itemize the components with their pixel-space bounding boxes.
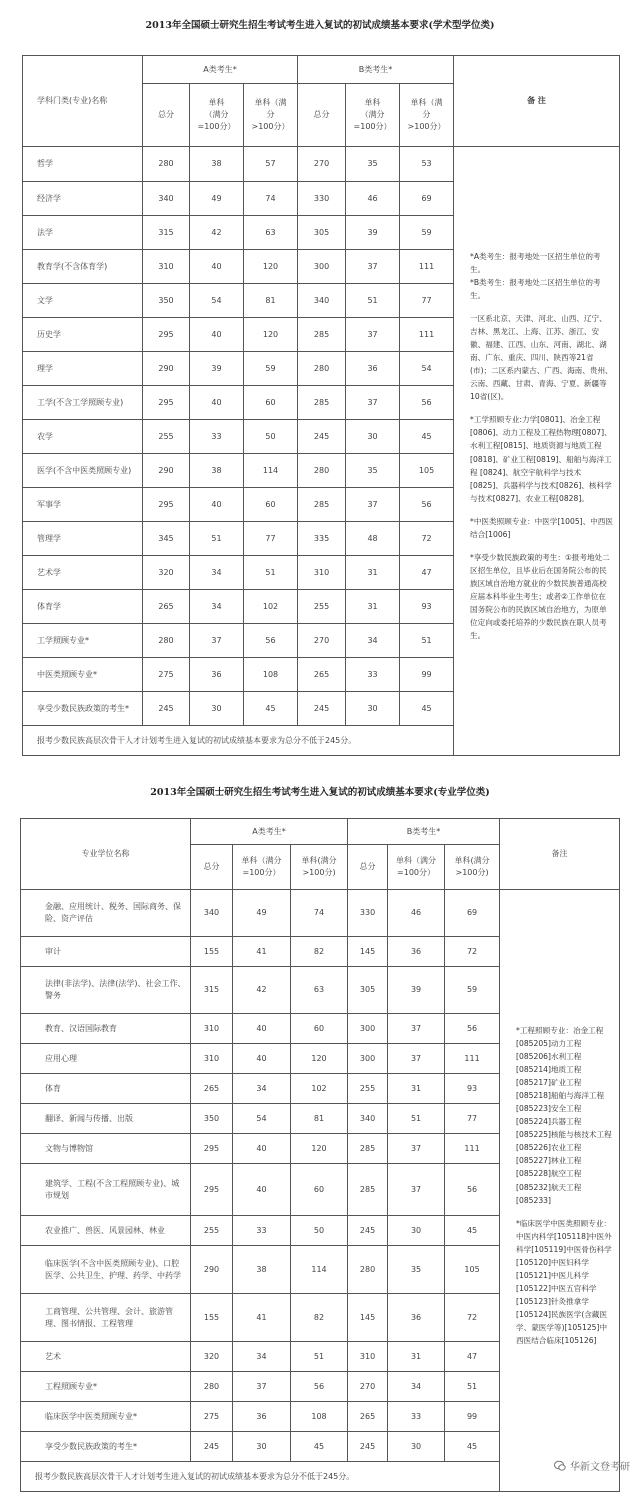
remark-note: 一区系北京、天津、河北、山西、辽宁、吉林、黑龙江、上海、江苏、浙江、安徽、福建、江西、山东、河南、湖北、湖南、广东、重庆、四川、陕西等21省(市)；二区系内蒙古、广西、海南、贵州、云南、西藏、甘肃、青海、宁夏、新疆等10省(区)。 bbox=[470, 314, 613, 402]
academic-score-table bbox=[22, 55, 620, 756]
remark-note: *享受少数民族政策的考生：①报考地处二区招生单位，且毕业后在国务院公布的民族区域自治地方就业的少数民族普通高校应届本科毕业生考生；或者②工作单位在国务院公布的民族区域自治地方，为原单位定向或委托培养的少数民族在职人员考生。 bbox=[470, 552, 610, 641]
row-subject-name: 体育 bbox=[21, 1074, 191, 1104]
score-a-single-gt100: 81 bbox=[291, 1104, 348, 1134]
score-a-single-gt100: 50 bbox=[244, 420, 298, 454]
row-subject-name: 法学 bbox=[23, 216, 143, 250]
score-b-single100: 37 bbox=[388, 1044, 445, 1074]
row-subject-name: 翻译、新闻与传播、出版 bbox=[21, 1104, 191, 1134]
row-subject-name: 教育学(不含体育学) bbox=[23, 250, 143, 284]
remark-note: *A类考生：报考地处一区招生单位的考生。 *B类考生：报考地处二区招生单位的考生。 bbox=[470, 251, 601, 300]
score-b-single-gt100: 93 bbox=[445, 1074, 500, 1104]
score-a-single-gt100: 114 bbox=[244, 454, 298, 488]
score-b-single100: 37 bbox=[346, 386, 400, 420]
header-b-single100: 单科（满分 =100分） bbox=[388, 845, 445, 890]
score-b-total: 280 bbox=[298, 352, 346, 386]
score-b-single-gt100: 59 bbox=[400, 216, 454, 250]
score-b-single-gt100: 77 bbox=[445, 1104, 500, 1134]
score-a-total: 295 bbox=[143, 488, 190, 522]
row-subject-name: 军事学 bbox=[23, 488, 143, 522]
score-a-total: 290 bbox=[191, 1246, 233, 1294]
score-a-single-gt100: 74 bbox=[244, 182, 298, 216]
score-b-single-gt100: 45 bbox=[445, 1432, 500, 1462]
score-a-total: 315 bbox=[191, 967, 233, 1014]
score-b-total: 285 bbox=[298, 386, 346, 420]
score-b-single100: 33 bbox=[346, 658, 400, 692]
score-b-total: 330 bbox=[348, 890, 388, 937]
score-b-total: 245 bbox=[348, 1216, 388, 1246]
score-a-single100: 38 bbox=[190, 147, 244, 182]
table-row bbox=[21, 890, 620, 937]
score-b-single100: 30 bbox=[346, 420, 400, 454]
watermark bbox=[554, 1458, 630, 1473]
score-b-single100: 46 bbox=[388, 890, 445, 937]
score-b-single-gt100: 59 bbox=[445, 967, 500, 1014]
score-b-single100: 37 bbox=[346, 250, 400, 284]
score-b-total: 255 bbox=[348, 1074, 388, 1104]
header-a-total: 总分 bbox=[191, 845, 233, 890]
score-a-total: 340 bbox=[143, 182, 190, 216]
header-group-a: A类考生* bbox=[191, 819, 348, 845]
row-subject-name: 法律(非法学)、法律(法学)、社会工作、警务 bbox=[21, 967, 191, 1014]
score-a-single100: 37 bbox=[233, 1372, 291, 1402]
row-subject-name: 享受少数民族政策的考生* bbox=[21, 1432, 191, 1462]
score-b-single-gt100: 77 bbox=[400, 284, 454, 318]
score-a-total: 320 bbox=[191, 1342, 233, 1372]
score-b-total: 255 bbox=[298, 590, 346, 624]
score-b-total: 145 bbox=[348, 937, 388, 967]
score-a-total: 275 bbox=[143, 658, 190, 692]
score-b-single100: 37 bbox=[388, 1164, 445, 1216]
score-a-single100: 30 bbox=[233, 1432, 291, 1462]
header-b-single100: 单科 （满分 =100分） bbox=[346, 84, 400, 147]
score-a-single100: 36 bbox=[190, 658, 244, 692]
wechat-icon bbox=[554, 1460, 566, 1472]
score-a-total: 280 bbox=[191, 1372, 233, 1402]
score-b-total: 270 bbox=[298, 624, 346, 658]
score-a-single-gt100: 114 bbox=[291, 1246, 348, 1294]
score-a-total: 290 bbox=[143, 454, 190, 488]
score-a-single-gt100: 102 bbox=[291, 1074, 348, 1104]
remark-note: *工学照顾专业:力学[0801]、冶金工程[0806]、动力工程及工程热物理[0807]、水利工程[0815]、地质资源与地质工程[0818]、矿业工程[0819]、船舶与海洋工程 [0824]、航空宇航科学与技术[0825]、兵器科学与技术[0826]、核科学与技术[0827]、农业工程[0828]。 bbox=[470, 415, 612, 503]
score-a-total: 255 bbox=[143, 420, 190, 454]
row-subject-name: 金融、应用统计、税务、国际商务、保险、资产评估 bbox=[21, 890, 191, 937]
score-a-single-gt100: 60 bbox=[291, 1164, 348, 1216]
header-a-total: 总分 bbox=[143, 84, 190, 147]
score-b-total: 245 bbox=[348, 1432, 388, 1462]
score-a-single-gt100: 77 bbox=[244, 522, 298, 556]
score-b-total: 145 bbox=[348, 1294, 388, 1342]
score-b-single-gt100: 99 bbox=[400, 658, 454, 692]
score-a-single-gt100: 82 bbox=[291, 937, 348, 967]
score-a-total: 295 bbox=[143, 318, 190, 352]
score-a-total: 345 bbox=[143, 522, 190, 556]
score-a-single100: 40 bbox=[190, 386, 244, 420]
score-b-single-gt100: 47 bbox=[445, 1342, 500, 1372]
score-a-single-gt100: 120 bbox=[244, 250, 298, 284]
header-group-b: B类考生* bbox=[348, 819, 500, 845]
score-b-single100: 46 bbox=[346, 182, 400, 216]
score-b-single100: 37 bbox=[346, 488, 400, 522]
score-a-total: 265 bbox=[143, 590, 190, 624]
score-b-single100: 30 bbox=[388, 1432, 445, 1462]
row-subject-name: 享受少数民族政策的考生* bbox=[23, 692, 143, 726]
score-a-total: 340 bbox=[191, 890, 233, 937]
score-a-single100: 40 bbox=[190, 488, 244, 522]
score-b-single-gt100: 45 bbox=[445, 1216, 500, 1246]
header-subject: 学科门类(专业)名称 bbox=[23, 56, 143, 147]
header-subject: 专业学位名称 bbox=[21, 819, 191, 890]
score-a-total: 155 bbox=[191, 1294, 233, 1342]
score-b-single100: 35 bbox=[346, 454, 400, 488]
score-a-total: 315 bbox=[143, 216, 190, 250]
score-a-single100: 38 bbox=[190, 454, 244, 488]
score-b-single100: 31 bbox=[346, 590, 400, 624]
score-b-single-gt100: 69 bbox=[445, 890, 500, 937]
header-b-total: 总分 bbox=[348, 845, 388, 890]
row-subject-name: 工学照顾专业* bbox=[23, 624, 143, 658]
row-subject-name: 文学 bbox=[23, 284, 143, 318]
score-a-single100: 54 bbox=[233, 1104, 291, 1134]
score-a-total: 295 bbox=[191, 1134, 233, 1164]
row-subject-name: 临床医学中医类照顾专业* bbox=[21, 1402, 191, 1432]
score-a-single-gt100: 108 bbox=[291, 1402, 348, 1432]
score-a-single100: 34 bbox=[233, 1074, 291, 1104]
score-a-single100: 49 bbox=[190, 182, 244, 216]
header-group-b: B类考生* bbox=[298, 56, 454, 84]
score-a-single-gt100: 60 bbox=[244, 386, 298, 420]
score-b-single100: 37 bbox=[388, 1134, 445, 1164]
score-a-single100: 34 bbox=[233, 1342, 291, 1372]
table1-title: 2013年全国硕士研究生招生考试考生进入复试的初试成绩基本要求(学术型学位类) bbox=[145, 20, 495, 31]
score-a-single-gt100: 45 bbox=[291, 1432, 348, 1462]
row-subject-name: 管理学 bbox=[23, 522, 143, 556]
score-a-single-gt100: 120 bbox=[244, 318, 298, 352]
score-b-single100: 30 bbox=[346, 692, 400, 726]
row-subject-name: 医学(不含中医类照顾专业) bbox=[23, 454, 143, 488]
score-b-total: 270 bbox=[348, 1372, 388, 1402]
score-a-single100: 40 bbox=[233, 1014, 291, 1044]
score-b-single100: 35 bbox=[346, 147, 400, 182]
header-a-single-gt100: 单科(满分 >100分) bbox=[291, 845, 348, 890]
header-remark: 备 注 bbox=[454, 56, 620, 147]
score-a-single100: 42 bbox=[190, 216, 244, 250]
header-b-total: 总分 bbox=[298, 84, 346, 147]
score-a-total: 290 bbox=[143, 352, 190, 386]
score-b-total: 330 bbox=[298, 182, 346, 216]
header-b-single-gt100: 单科（满 分 >100分） bbox=[400, 84, 454, 147]
score-a-single-gt100: 60 bbox=[244, 488, 298, 522]
row-subject-name: 体育学 bbox=[23, 590, 143, 624]
table-row bbox=[23, 147, 620, 182]
row-subject-name: 理学 bbox=[23, 352, 143, 386]
row-subject-name: 文物与博物馆 bbox=[21, 1134, 191, 1164]
score-a-single-gt100: 59 bbox=[244, 352, 298, 386]
score-a-single-gt100: 63 bbox=[244, 216, 298, 250]
score-b-single-gt100: 72 bbox=[445, 937, 500, 967]
score-b-total: 280 bbox=[348, 1246, 388, 1294]
score-a-single100: 41 bbox=[233, 1294, 291, 1342]
score-b-single100: 35 bbox=[388, 1246, 445, 1294]
remark-note: *中医类照顾专业：中医学[1005]、中西医结合[1006] bbox=[470, 516, 613, 539]
score-b-single100: 48 bbox=[346, 522, 400, 556]
row-subject-name: 艺术学 bbox=[23, 556, 143, 590]
score-a-single-gt100: 45 bbox=[244, 692, 298, 726]
score-a-total: 245 bbox=[191, 1432, 233, 1462]
score-b-total: 245 bbox=[298, 692, 346, 726]
score-a-total: 350 bbox=[143, 284, 190, 318]
score-b-total: 285 bbox=[298, 488, 346, 522]
score-b-single-gt100: 53 bbox=[400, 147, 454, 182]
score-a-single100: 39 bbox=[190, 352, 244, 386]
score-a-total: 245 bbox=[143, 692, 190, 726]
row-subject-name: 艺术 bbox=[21, 1342, 191, 1372]
score-b-single-gt100: 56 bbox=[400, 386, 454, 420]
score-b-single-gt100: 47 bbox=[400, 556, 454, 590]
row-subject-name: 历史学 bbox=[23, 318, 143, 352]
score-b-single100: 34 bbox=[388, 1372, 445, 1402]
score-b-single100: 37 bbox=[346, 318, 400, 352]
score-b-single-gt100: 105 bbox=[400, 454, 454, 488]
score-a-total: 310 bbox=[143, 250, 190, 284]
score-b-total: 335 bbox=[298, 522, 346, 556]
score-a-total: 275 bbox=[191, 1402, 233, 1432]
score-b-single100: 39 bbox=[346, 216, 400, 250]
score-a-single-gt100: 51 bbox=[244, 556, 298, 590]
row-subject-name: 农学 bbox=[23, 420, 143, 454]
row-subject-name: 中医类照顾专业* bbox=[23, 658, 143, 692]
score-b-total: 265 bbox=[298, 658, 346, 692]
score-a-single-gt100: 60 bbox=[291, 1014, 348, 1044]
score-b-single-gt100: 51 bbox=[445, 1372, 500, 1402]
score-b-single-gt100: 72 bbox=[445, 1294, 500, 1342]
score-a-single100: 49 bbox=[233, 890, 291, 937]
score-a-single100: 42 bbox=[233, 967, 291, 1014]
score-a-single100: 40 bbox=[233, 1164, 291, 1216]
header-a-single100: 单科（满分 =100分） bbox=[233, 845, 291, 890]
row-subject-name: 哲学 bbox=[23, 147, 143, 182]
score-b-total: 265 bbox=[348, 1402, 388, 1432]
score-b-single-gt100: 111 bbox=[400, 318, 454, 352]
score-a-total: 280 bbox=[143, 624, 190, 658]
score-b-total: 300 bbox=[348, 1014, 388, 1044]
header-a-single-gt100: 单科（满 分 >100分） bbox=[244, 84, 298, 147]
score-b-single100: 37 bbox=[388, 1014, 445, 1044]
score-b-single100: 36 bbox=[388, 1294, 445, 1342]
table-footer-note: 报考少数民族高层次骨干人才计划考生进入复试的初试成绩基本要求为总分不低于245分。 bbox=[21, 1462, 500, 1492]
score-b-single100: 51 bbox=[346, 284, 400, 318]
score-a-total: 350 bbox=[191, 1104, 233, 1134]
header-a-single100: 单科 （满分 =100分） bbox=[190, 84, 244, 147]
score-b-single100: 31 bbox=[346, 556, 400, 590]
score-b-single-gt100: 56 bbox=[400, 488, 454, 522]
table-footer-note: 报考少数民族高层次骨干人才计划考生进入复试的初试成绩基本要求为总分不低于245分。 bbox=[23, 726, 454, 756]
score-a-single100: 40 bbox=[233, 1134, 291, 1164]
score-b-total: 305 bbox=[348, 967, 388, 1014]
score-a-total: 255 bbox=[191, 1216, 233, 1246]
score-b-total: 285 bbox=[298, 318, 346, 352]
score-b-single-gt100: 111 bbox=[445, 1134, 500, 1164]
score-b-single-gt100: 111 bbox=[445, 1044, 500, 1074]
score-a-total: 320 bbox=[143, 556, 190, 590]
table2-title: 2013年全国硕士研究生招生考试考生进入复试的初试成绩基本要求(专业学位类) bbox=[150, 787, 490, 798]
row-subject-name: 应用心理 bbox=[21, 1044, 191, 1074]
score-a-total: 310 bbox=[191, 1044, 233, 1074]
score-a-single-gt100: 51 bbox=[291, 1342, 348, 1372]
score-a-single-gt100: 56 bbox=[244, 624, 298, 658]
score-b-single100: 51 bbox=[388, 1104, 445, 1134]
score-a-single100: 54 bbox=[190, 284, 244, 318]
score-a-single-gt100: 82 bbox=[291, 1294, 348, 1342]
score-a-single100: 33 bbox=[233, 1216, 291, 1246]
score-b-single100: 30 bbox=[388, 1216, 445, 1246]
score-a-single100: 34 bbox=[190, 590, 244, 624]
score-b-total: 300 bbox=[348, 1044, 388, 1074]
score-b-single-gt100: 45 bbox=[400, 692, 454, 726]
watermark-text: 华新文登考研 bbox=[570, 1462, 630, 1473]
header-b-single-gt100: 单科(满分 >100分) bbox=[445, 845, 500, 890]
row-subject-name: 建筑学、工程(不含工程照顾专业)、城市规划 bbox=[21, 1164, 191, 1216]
score-b-single100: 36 bbox=[388, 937, 445, 967]
score-a-single100: 41 bbox=[233, 937, 291, 967]
score-b-total: 305 bbox=[298, 216, 346, 250]
row-subject-name: 经济学 bbox=[23, 182, 143, 216]
score-b-total: 310 bbox=[298, 556, 346, 590]
professional-score-table bbox=[20, 818, 620, 1492]
score-b-single-gt100: 45 bbox=[400, 420, 454, 454]
header-group-a: A类考生* bbox=[143, 56, 298, 84]
score-b-single-gt100: 56 bbox=[445, 1014, 500, 1044]
row-subject-name: 教育、汉语国际教育 bbox=[21, 1014, 191, 1044]
score-a-single100: 40 bbox=[190, 318, 244, 352]
remark-note: *工程照顾专业：冶金工程[085205]动力工程[085206]水利工程[085214]地质工程[085217]矿业工程[085218]船舶与海洋工程[085223]安全工程[085224]兵器工程[085225]核能与核技术工程[085226]农业工程[085227]林业工程[085228]航空工程[085232]航天工程[085233] bbox=[516, 1025, 612, 1205]
remarks-cell bbox=[454, 147, 620, 756]
score-a-total: 310 bbox=[191, 1014, 233, 1044]
row-subject-name: 工学(不含工学照顾专业) bbox=[23, 386, 143, 420]
score-a-single100: 40 bbox=[190, 250, 244, 284]
score-a-single-gt100: 102 bbox=[244, 590, 298, 624]
score-b-total: 340 bbox=[348, 1104, 388, 1134]
score-a-single100: 34 bbox=[190, 556, 244, 590]
score-a-total: 295 bbox=[143, 386, 190, 420]
score-b-total: 300 bbox=[298, 250, 346, 284]
score-b-single100: 31 bbox=[388, 1074, 445, 1104]
score-a-single-gt100: 57 bbox=[244, 147, 298, 182]
score-a-single-gt100: 50 bbox=[291, 1216, 348, 1246]
score-a-single-gt100: 120 bbox=[291, 1044, 348, 1074]
score-a-single-gt100: 81 bbox=[244, 284, 298, 318]
score-a-single100: 40 bbox=[233, 1044, 291, 1074]
score-b-single100: 36 bbox=[346, 352, 400, 386]
score-a-single100: 38 bbox=[233, 1246, 291, 1294]
score-a-single100: 33 bbox=[190, 420, 244, 454]
score-b-single-gt100: 51 bbox=[400, 624, 454, 658]
score-b-single-gt100: 56 bbox=[445, 1164, 500, 1216]
score-b-total: 340 bbox=[298, 284, 346, 318]
header-remark: 备注 bbox=[500, 819, 620, 890]
score-a-single-gt100: 108 bbox=[244, 658, 298, 692]
score-b-single-gt100: 69 bbox=[400, 182, 454, 216]
score-a-total: 295 bbox=[191, 1164, 233, 1216]
score-b-single-gt100: 105 bbox=[445, 1246, 500, 1294]
score-b-total: 270 bbox=[298, 147, 346, 182]
remarks-cell bbox=[500, 890, 620, 1492]
remark-note: *临床医学中医类照顾专业：中医内科学[105118]中医外科学[105119]中医骨伤科学[105120]中医妇科学[105121]中医儿科学[105122]中医五官科学[105123]针灸推拿学[105124]民族医学(含藏医学、蒙医学等)[105125]中西医结合临床[105126] bbox=[516, 1218, 612, 1346]
score-b-total: 310 bbox=[348, 1342, 388, 1372]
score-b-single-gt100: 111 bbox=[400, 250, 454, 284]
score-b-single100: 34 bbox=[346, 624, 400, 658]
score-a-total: 265 bbox=[191, 1074, 233, 1104]
score-b-single-gt100: 72 bbox=[400, 522, 454, 556]
row-subject-name: 工商管理、公共管理、会计、旅游管理、图书情报、工程管理 bbox=[21, 1294, 191, 1342]
score-a-single-gt100: 63 bbox=[291, 967, 348, 1014]
score-a-single-gt100: 56 bbox=[291, 1372, 348, 1402]
score-a-single100: 36 bbox=[233, 1402, 291, 1432]
score-b-single-gt100: 54 bbox=[400, 352, 454, 386]
score-a-total: 280 bbox=[143, 147, 190, 182]
score-a-single-gt100: 74 bbox=[291, 890, 348, 937]
score-a-single100: 51 bbox=[190, 522, 244, 556]
score-b-single-gt100: 99 bbox=[445, 1402, 500, 1432]
score-a-single100: 37 bbox=[190, 624, 244, 658]
score-b-total: 245 bbox=[298, 420, 346, 454]
score-b-total: 280 bbox=[298, 454, 346, 488]
row-subject-name: 农业推广、兽医、风景园林、林业 bbox=[21, 1216, 191, 1246]
row-subject-name: 工程照顾专业* bbox=[21, 1372, 191, 1402]
score-b-single100: 39 bbox=[388, 967, 445, 1014]
score-b-total: 285 bbox=[348, 1134, 388, 1164]
score-b-single100: 31 bbox=[388, 1342, 445, 1372]
score-b-single-gt100: 93 bbox=[400, 590, 454, 624]
score-a-single100: 30 bbox=[190, 692, 244, 726]
row-subject-name: 审计 bbox=[21, 937, 191, 967]
score-a-single-gt100: 120 bbox=[291, 1134, 348, 1164]
score-a-total: 155 bbox=[191, 937, 233, 967]
row-subject-name: 临床医学(不含中医类照顾专业)、口腔医学、公共卫生、护理、药学、中药学 bbox=[21, 1246, 191, 1294]
score-b-total: 285 bbox=[348, 1164, 388, 1216]
score-b-single100: 33 bbox=[388, 1402, 445, 1432]
